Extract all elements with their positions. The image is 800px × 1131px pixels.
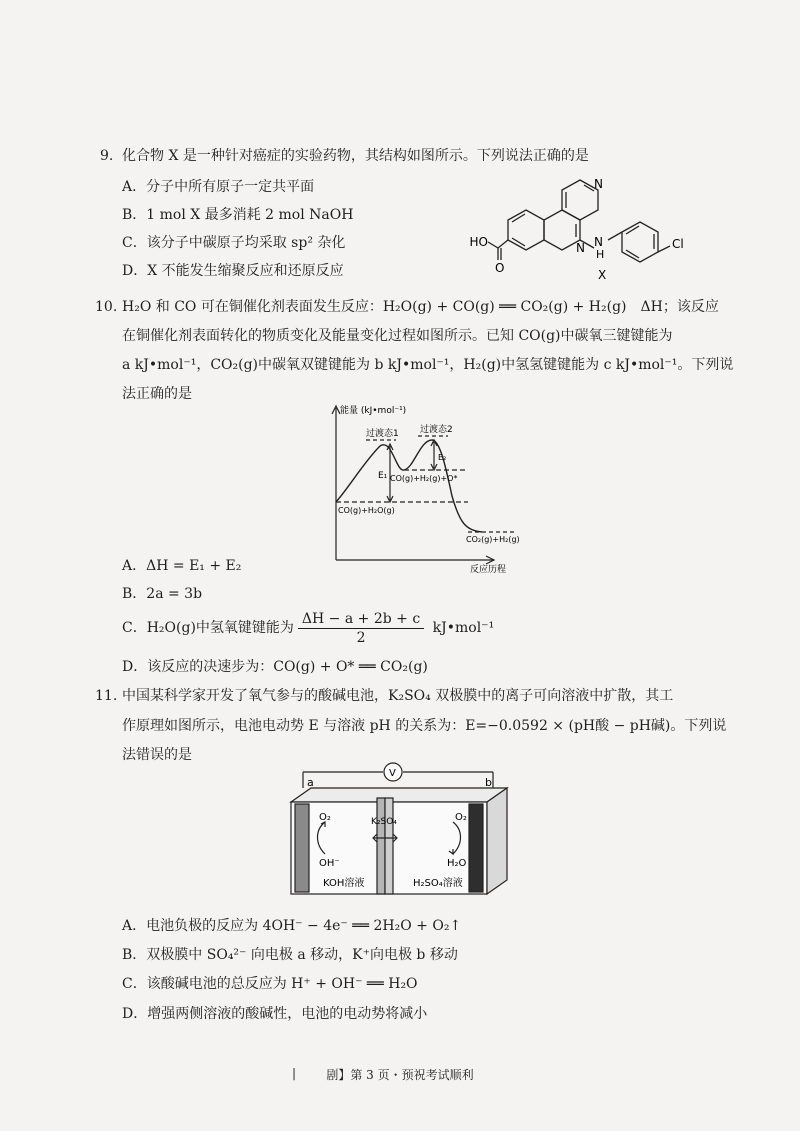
footer-text: 剧】第 3 页・预祝考试顺利 (326, 1068, 474, 1082)
amine-h-label: H (596, 248, 605, 261)
q11-option-d: D．增强两侧溶液的酸碱性，电池的电动势将减小 (122, 1006, 428, 1022)
left-solution-label: KOH溶液 (323, 878, 365, 889)
chlorine-label: Cl (672, 237, 684, 251)
amine-n-label: N (594, 235, 603, 249)
ring-n-label: N (576, 241, 585, 255)
q10-option-b: B．2a = 3b (122, 586, 203, 602)
q10-number: 10. (95, 299, 118, 315)
q9-option-b: B．1 mol X 最多消耗 2 mol NaOH (122, 207, 354, 223)
q11-number: 11. (95, 688, 118, 704)
q11-option-a: A．电池负极的反应为 4OH⁻ − 4e⁻ ══ 2H₂O + O₂↑ (122, 918, 462, 934)
bond-energy-fraction: $\frac{\Delta H - a + 2b + c}{2}$ (298, 610, 424, 647)
right-h2o-label: H₂O (447, 858, 467, 869)
q11-line3: 法错误的是 (122, 747, 192, 763)
q10-line4: 法正确的是 (122, 386, 192, 402)
e2-label: E₂ (438, 453, 447, 462)
energy-axis-label: 能量 (kJ•mol⁻¹) (340, 406, 407, 416)
q10-line2: 在铜催化剂表面转化的物质变化及能量变化过程如图所示。已知 CO(g)中碳氧三键键能为 (122, 328, 673, 344)
left-oh-label: OH⁻ (319, 858, 340, 869)
structure-caption: X (598, 268, 607, 282)
right-o2-label: O₂ (455, 812, 467, 823)
electrode-b-label: b (485, 776, 492, 789)
pyridine-n-label: N (594, 177, 603, 191)
battery-cell-diagram (285, 758, 510, 900)
right-solution-label: H₂SO₄溶液 (413, 878, 463, 889)
transition-state-2: 过渡态2 (420, 425, 453, 435)
compound-x-structure (469, 160, 720, 285)
transition-state-1: 过渡态1 (366, 429, 399, 439)
footer-bar: | (292, 1066, 297, 1080)
energy-diagram (318, 400, 538, 575)
q9-option-c: C．该分子中碳原子均采取 sp² 杂化 (122, 235, 346, 251)
products-label: CO₂(g)+H₂(g) (466, 535, 520, 544)
page-footer (0, 1066, 800, 1083)
electrode-a-label: a (307, 776, 314, 789)
q9-number: 9. (100, 148, 114, 164)
e1-label: E₁ (378, 471, 388, 481)
q10-line1: H₂O 和 CO 可在铜催化剂表面发生反应：H₂O(g) + CO(g) ══ CO₂(g) + H₂(g) ΔH；该反应 (122, 299, 719, 315)
carbonyl-o-label: O (495, 261, 505, 275)
membrane-label: K₂SO₄ (371, 817, 397, 827)
reactants-label: CO(g)+H₂O(g) (338, 506, 395, 515)
q11-option-c: C．该酸碱电池的总反应为 H⁺ + OH⁻ ══ H₂O (122, 976, 418, 992)
q11-option-b: B．双极膜中 SO₄²⁻ 向电极 a 移动，K⁺向电极 b 移动 (122, 947, 458, 963)
q9-option-d: D．X 不能发生缩聚反应和还原反应 (122, 263, 344, 279)
left-o2-label: O₂ (319, 812, 331, 823)
intermediate-label: CO(g)+H₂(g)+O* (390, 474, 458, 483)
q11-line1: 中国某科学家开发了氧气参与的酸碱电池，K₂SO₄ 双极膜中的离子可向溶液中扩散，其工 (122, 688, 674, 704)
q9-stem: 化合物 X 是一种针对癌症的实验药物，其结构如图所示。下列说法正确的是 (122, 148, 589, 164)
q10-option-d: D．该反应的决速步为：CO(g) + O* ══ CO₂(g) (122, 659, 428, 675)
voltmeter-label: V (389, 768, 396, 779)
q10-option-c: C．H₂O(g)中氢氧键键能为 $\frac{\Delta H - a + 2b + c}{2}$ kJ•mol⁻¹ (122, 610, 495, 646)
reaction-axis-label: 反应历程 (470, 565, 507, 575)
q9-option-a: A．分子中所有原子一定共平面 (122, 179, 315, 195)
q10-line3: a kJ•mol⁻¹，CO₂(g)中碳氧双键键能为 b kJ•mol⁻¹，H₂(g)中氢氢键键能为 c kJ•mol⁻¹。下列说 (122, 357, 734, 373)
hydroxyl-label: HO (469, 235, 488, 249)
q10-option-a: A．ΔH = E₁ + E₂ (122, 558, 242, 574)
q11-line2: 作原理如图所示，电池电动势 E 与溶液 pH 的关系为：E=−0.0592 × (pH酸 − pH碱)。下列说 (122, 718, 727, 734)
